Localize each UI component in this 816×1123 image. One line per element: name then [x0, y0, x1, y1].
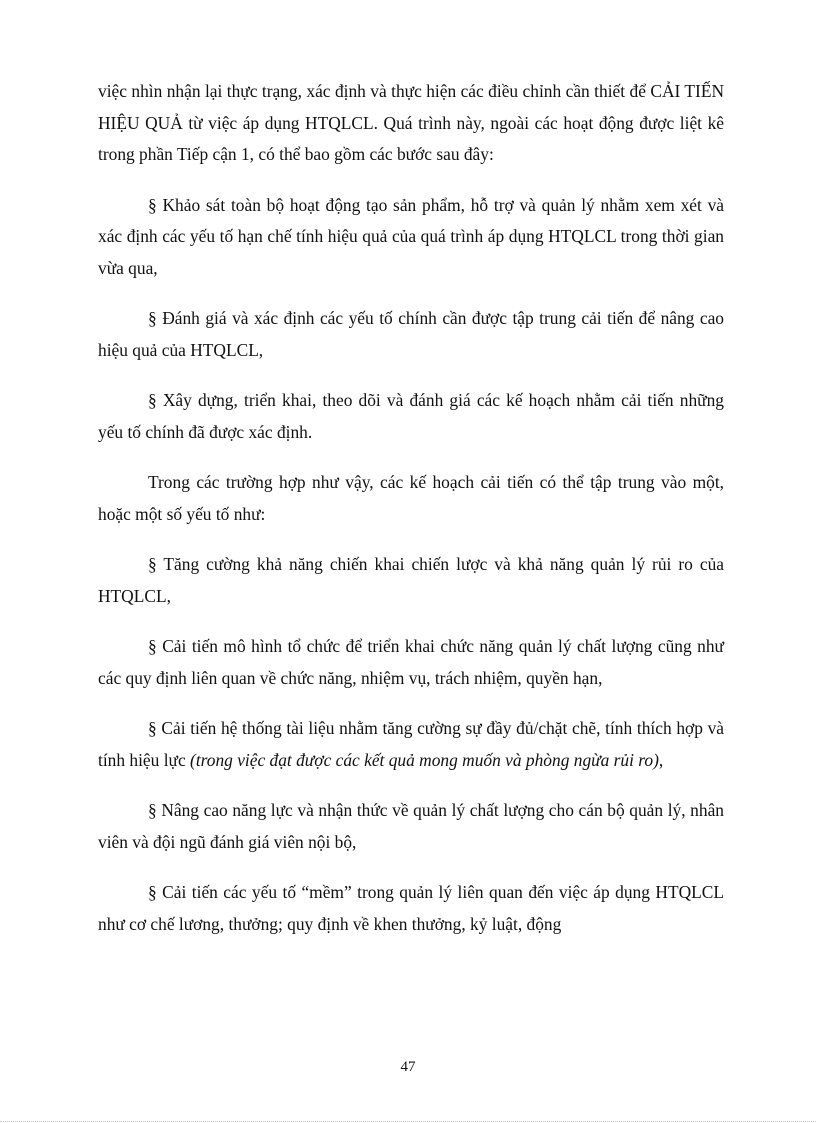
bullet-item-assess [98, 303, 724, 366]
bullet-item-organization [98, 631, 724, 694]
section-sign-bullet-icon: § [148, 718, 157, 738]
paragraph-continuation [98, 76, 724, 171]
bullet-text: Cải tiến mô hình tổ chức để triển khai chức năng quản lý chất lượng cũng như các quy định liên quan về chức năng, nhiệm vụ, trách nhiệm, quyền hạn, [98, 636, 724, 688]
bullet-italic-note: (trong việc đạt được các kết quả mong muốn và phòng ngừa rủi ro) [190, 749, 659, 770]
paragraph-text: Trong các trường hợp như vậy, các kế hoạch cải tiến có thể tập trung vào một, hoặc một số yếu tố như: [98, 472, 724, 524]
bullet-item-strategy [98, 549, 724, 612]
paragraph-intro-list [98, 467, 724, 530]
bullet-text: Xây dựng, triển khai, theo dõi và đánh giá các kế hoạch nhằm cải tiến những yếu tố chính đã được xác định. [98, 390, 724, 442]
bullet-item-soft-factors [98, 877, 724, 940]
bullet-text: Cải tiến các yếu tố “mềm” trong quản lý liên quan đến việc áp dụng HTQLCL như cơ chế lương, thưởng; quy định về khen thưởng, kỷ luật, động [98, 882, 724, 934]
bullet-text: Tăng cường khả năng chiến khai chiến lược và khả năng quản lý rủi ro của HTQLCL, [98, 554, 724, 606]
section-sign-bullet-icon: § [148, 554, 157, 574]
section-sign-bullet-icon: § [148, 882, 157, 902]
bullet-item-documentation [98, 713, 724, 776]
bullet-text: Khảo sát toàn bộ hoạt động tạo sản phẩm, hỗ trợ và quản lý nhằm xem xét và xác định các yếu tố hạn chế tính hiệu quả của quá trình áp dụng HTQLCL trong thời gian vừa qua, [98, 194, 724, 278]
bullet-item-training [98, 795, 724, 858]
section-sign-bullet-icon: § [148, 636, 157, 656]
page-number: 47 [400, 1059, 416, 1075]
section-sign-bullet-icon: § [148, 194, 157, 215]
section-sign-bullet-icon: § [148, 800, 157, 820]
section-sign-bullet-icon: § [148, 308, 157, 328]
page-body [98, 76, 724, 959]
bullet-tail: , [658, 749, 664, 770]
section-sign-bullet-icon: § [148, 390, 157, 410]
bullet-text: Nâng cao năng lực và nhận thức về quản lý chất lượng cho cán bộ quản lý, nhân viên và đội ngũ đánh giá viên nội bộ, [98, 800, 724, 852]
paragraph-text: việc nhìn nhận lại thực trạng, xác định và thực hiện các điều chỉnh cần thiết để CẢI TIẾN HIỆU QUẢ từ việc áp dụng HTQLCL. Quá trình này, ngoài các hoạt động được liệt kê trong phần Tiếp cận 1, có thể bao gồm các bước sau đây: [98, 81, 724, 164]
bullet-text: Cải tiến hệ thống tài liệu nhằm tăng cường sự đầy đủ/chặt chẽ, tính thích hợp và tính hiệu lực [98, 718, 724, 770]
bullet-item-plan [98, 385, 724, 448]
page-bottom-divider [0, 1121, 816, 1122]
bullet-item-survey [98, 190, 724, 285]
bullet-text: Đánh giá và xác định các yếu tố chính cần được tập trung cải tiến để nâng cao hiệu quả của HTQLCL, [98, 308, 724, 360]
